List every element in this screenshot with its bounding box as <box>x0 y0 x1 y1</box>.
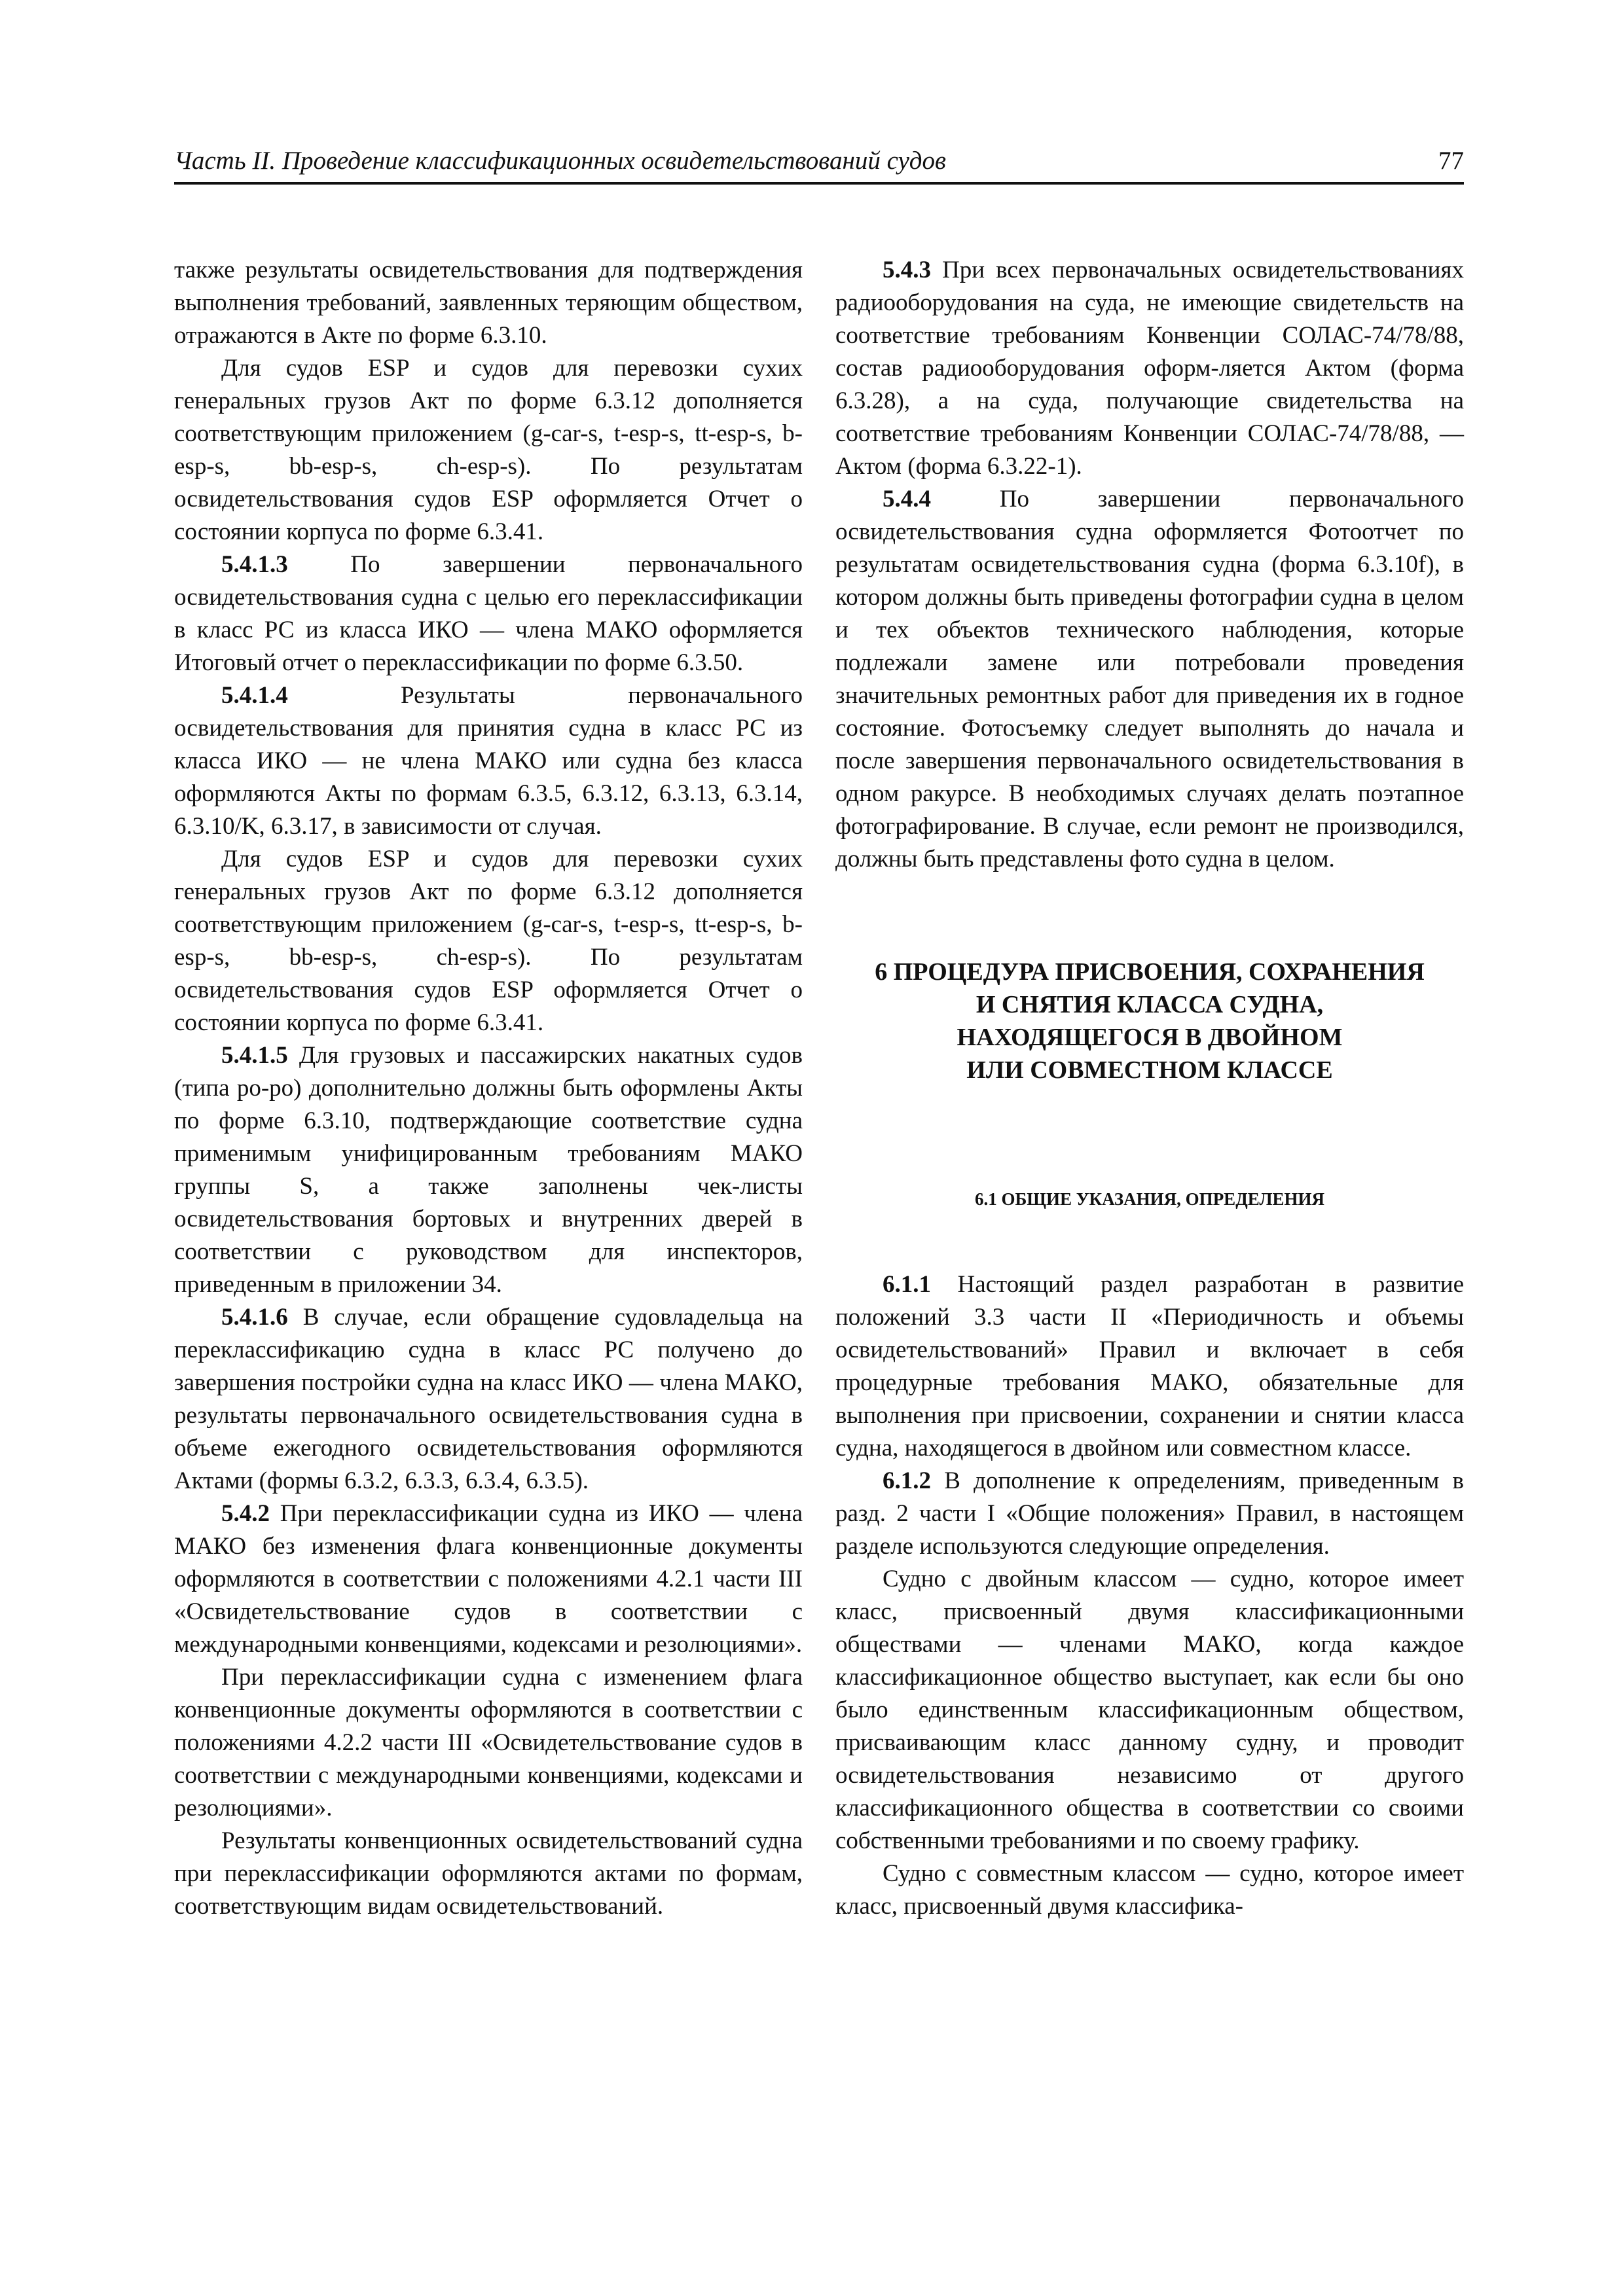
running-header <box>174 145 1464 185</box>
paragraph-6-1-2 <box>835 1465 1464 1563</box>
paragraph <box>174 1661 803 1825</box>
paragraph-text: Для судов ESP и судов для перевозки сухих генеральных грузов Акт по форме 6.3.12 дополняется соответствующим приложением (g-car-s, t-esp-s, tt-esp-s, b-esp-s, bb-esp-s, ch-esp-s). По результатам освидетельствования судов ESP оформляется Отчет о состоянии корпуса по форме 6.3.41. <box>174 355 803 545</box>
paragraph-text: При всех первоначальных освидетельствованиях радиооборудования на суда, не имеющие свидетельств на соответствие требованиям Конвенции СОЛАС-74/78/88, состав радиооборудования оформ-ляется Актом (форма 6.3.28), а на суда, получающие свидетельства на соответствие требованиям Конвенции СОЛАС-74/78/88, — Актом (форма 6.3.22-1). <box>835 257 1464 480</box>
paragraph <box>835 1857 1464 1923</box>
paragraph-5-4-3 <box>835 254 1464 483</box>
section-6-heading <box>835 956 1464 1086</box>
header-title: Часть II. Проведение классификационных освидетельствований судов <box>174 147 946 175</box>
clause-number: 5.4.3 <box>883 257 931 283</box>
left-column <box>174 254 803 1923</box>
paragraph-6-1-1 <box>835 1268 1464 1465</box>
clause-number: 6.1.1 <box>883 1271 931 1298</box>
paragraph-text: По завершении первоначального освидетельствования судна с целью его переклассификации в класс РС из класса ИКО — члена МАКО оформляется Итоговый отчет о переклассификации по форме 6.3.50. <box>174 551 803 676</box>
paragraph-5-4-1-4 <box>174 679 803 843</box>
clause-number: 6.1.2 <box>883 1467 931 1494</box>
subsection-6-1-heading: 6.1 ОБЩИЕ УКАЗАНИЯ, ОПРЕДЕЛЕНИЯ <box>974 1189 1325 1209</box>
paragraph-5-4-1-3 <box>174 548 803 679</box>
paragraph-text: Настоящий раздел разработан в развитие положений 3.3 части II «Периодичность и объемы освидетельствований» Правил и включает в себя процедурные требования МАКО, обязательные для выполнения при присвоении, сохранении и снятии класса судна, находящегося в двойном или совместном классе. <box>835 1271 1464 1462</box>
clause-number: 5.4.4 <box>883 486 931 512</box>
paragraph-text: При переклассификации судна из ИКО — члена МАКО без изменения флага конвенционные документы оформляются в соответствии с положениями 4.2.1 части III «Освидетельствование судов в соответствии с международными конвенциями, кодексами и резолюциями». <box>174 1500 803 1658</box>
section-heading-line: НАХОДЯЩЕГОСЯ В ДВОЙНОМ <box>957 1024 1343 1051</box>
paragraph-5-4-1-6 <box>174 1301 803 1498</box>
paragraph-text: Результаты первоначального освидетельствования для принятия судна в класс РС из класса ИКО — не члена МАКО или судна без класса оформляются Акты по формам 6.3.5, 6.3.12, 6.3.13, 6.3.14, 6.3.10/K, 6.3.17, в зависимости от случая. <box>174 682 803 840</box>
clause-number: 5.4.1.4 <box>221 682 288 709</box>
paragraph-text: В дополнение к определениям, приведенным в разд. 2 части I «Общие положения» Правил, в настоящем разделе используются следующие определения. <box>835 1467 1464 1560</box>
right-column <box>835 254 1464 1923</box>
paragraph-text: Судно с двойным классом — судно, которое имеет класс, присвоенный двумя классификационными обществами — членами МАКО, когда каждое классификационное общество выступает, как если бы оно было единственным классификационным обществом, присваивающим класс данному судну, и проводит освидетельствования независимо от другого классификационного общества в соответствии со своими собственными требованиями и по своему графику. <box>835 1566 1464 1854</box>
paragraph-text: Для грузовых и пассажирских накатных судов (типа ро-ро) дополнительно должны быть оформлены Акты по форме 6.3.10, подтверждающие соответствие судна применимым унифицированным требованиям МАКО группы S, а также заполнены чек-листы освидетельствования бортовых и внутренних дверей в соответствии с руководством для инспекторов, приведенным в приложении 34. <box>174 1042 803 1298</box>
paragraph-text: Судно с совместным классом — судно, которое имеет класс, присвоенный двумя классифика- <box>835 1860 1464 1920</box>
paragraph-text: Результаты конвенционных освидетельствований судна при переклассификации оформляются актами по формам, соответствующим видам освидетельствований. <box>174 1827 803 1920</box>
clause-number: 5.4.1.6 <box>221 1304 288 1331</box>
section-heading-line: И СНЯТИЯ КЛАССА СУДНА, <box>976 991 1324 1018</box>
paragraph <box>174 1825 803 1923</box>
paragraph <box>174 254 803 352</box>
paragraph <box>174 843 803 1039</box>
page-number: 77 <box>1438 147 1464 175</box>
clause-number: 5.4.2 <box>221 1500 270 1527</box>
section-heading-line: 6 ПРОЦЕДУРА ПРИСВОЕНИЯ, СОХРАНЕНИЯ <box>875 958 1425 986</box>
paragraph <box>835 1563 1464 1857</box>
section-heading-line: ИЛИ СОВМЕСТНОМ КЛАССЕ <box>966 1056 1333 1084</box>
paragraph-5-4-4 <box>835 483 1464 876</box>
paragraph-text: также результаты освидетельствования для подтверждения выполнения требований, заявленных теряющим обществом, отражаются в Акте по форме 6.3.10. <box>174 257 803 349</box>
paragraph-5-4-2 <box>174 1498 803 1661</box>
paragraph <box>174 352 803 548</box>
paragraph-text: По завершении первоначального освидетельствования судна оформляется Фотоотчет по результатам освидетельствования судна (форма 6.3.10f), в котором должны быть приведены фотографии судна в целом и тех объектов технического наблюдения, которые подлежали замене или потребовали проведения значительных ремонтных работ для приведения их в годное состояние. Фотосъемку следует выполнять до начала и после завершения первоначального освидетельствования в одном ракурсе. В необходимых случаях делать поэтапное фотографирование. В случае, если ремонт не производился, должны быть представлены фото судна в целом. <box>835 486 1464 872</box>
clause-number: 5.4.1.5 <box>221 1042 288 1069</box>
paragraph-text: Для судов ESP и судов для перевозки сухих генеральных грузов Акт по форме 6.3.12 дополняется соответствующим приложением (g-car-s, t-esp-s, tt-esp-s, b-esp-s, bb-esp-s, ch-esp-s). По результатам освидетельствования судов ESP оформляется Отчет о состоянии корпуса по форме 6.3.41. <box>174 846 803 1036</box>
paragraph-text: В случае, если обращение судовладельца на переклассификацию судна в класс РС получено до завершения постройки судна на класс ИКО — члена МАКО, результаты первоначального освидетельствования судна в объеме ежегодного освидетельствования оформляются Актами (формы 6.3.2, 6.3.3, 6.3.4, 6.3.5). <box>174 1304 803 1494</box>
paragraph-text: При переклассификации судна с изменением флага конвенционные документы оформляются в соответствии с положениями 4.2.2 части III «Освидетельствование судов в соответствии с международными конвенциями, кодексами и резолюциями». <box>174 1664 803 1821</box>
paragraph-5-4-1-5 <box>174 1039 803 1301</box>
clause-number: 5.4.1.3 <box>221 551 288 578</box>
